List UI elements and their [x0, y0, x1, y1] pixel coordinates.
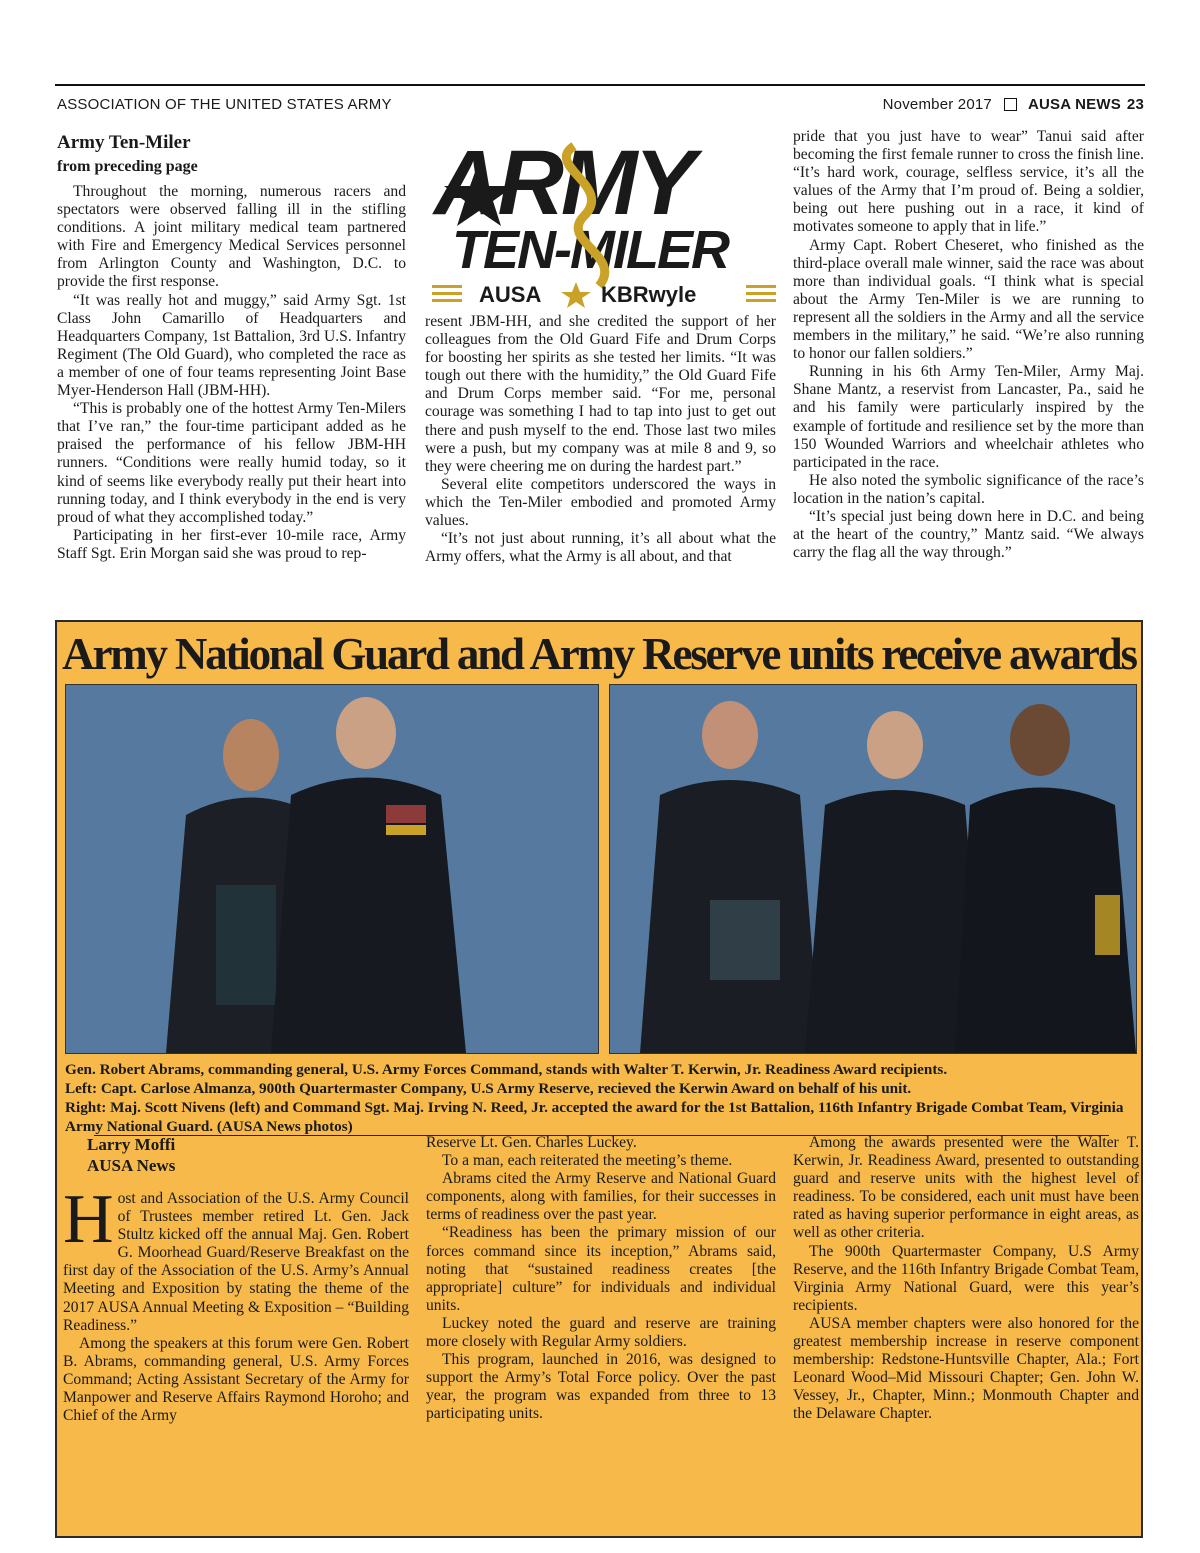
article1-column-3	[793, 128, 1144, 562]
logo-lines-right	[746, 285, 776, 302]
byline-org: AUSA News	[87, 1156, 176, 1175]
paragraph: Reserve Lt. Gen. Charles Luckey.	[426, 1134, 637, 1151]
header-right	[883, 96, 1144, 113]
photo-caption	[65, 1060, 1135, 1136]
paragraph: pride that you just have to wear” Tanui said after becoming the first female runner to cross the finish line. “It’s hard work, courage, selfless service, it’s all the values of the Army that I’m proud of. Being a soldier, being out here pushing out in a race, it kind of motivates someone to apply that in life.”	[793, 128, 1144, 236]
checkbox-icon	[1004, 98, 1017, 111]
paragraph: Participating in her first-ever 10-mile race, Army Staff Sgt. Erin Morgan said she was proud to rep-	[57, 526, 406, 562]
paragraph: Luckey noted the guard and reserve are training more closely with Regular Army soldiers.	[426, 1314, 776, 1351]
awards-box	[55, 620, 1143, 1538]
paragraph: “It’s not just about running, it’s all about what the Army offers, what the Army is all about, and that	[425, 530, 776, 566]
awards-column-3	[793, 1134, 1139, 1424]
paragraph: “It was really hot and muggy,” said Army Sgt. 1st Class John Camarillo of Headquarters and Headquarters Company, 1st Battalion, 3rd U.S. Infantry Regiment (The Old Guard), who completed the race as a member of one of four teams representing Joint Base Myer-Henderson Hall (JBM-HH).	[57, 291, 406, 400]
drop-cap: H	[63, 1181, 114, 1258]
photo-left	[65, 684, 599, 1054]
paragraph: To a man, each reiterated the meeting’s theme.	[442, 1152, 733, 1170]
awards-column-1	[63, 1134, 409, 1425]
paragraph: Running in his 6th Army Ten-Miler, Army Maj. Shane Mantz, a reservist from Lancaster, Pa., said he and his family were particularly inspired by the example of fortitude and resilience set by the more than 150 Wounded Warriors and wheelchair athletes who participated in the race.	[793, 363, 1144, 471]
paragraph: The 900th Quartermaster Company, U.S Army Reserve, and the 116th Infantry Brigade Combat Team, Virginia Army National Guard, were this year’s recipients.	[793, 1242, 1139, 1314]
logo-ten-miler: TEN-MILER	[452, 220, 728, 280]
paragraph: Army Capt. Robert Cheseret, who finished as the third-place overall male winner, said the race was about more than individual goals. “I think what is special about the Army Ten-Miler is we are running to represent all the soldiers in the Army and all the service members in the military,” he said. “We’re also running to honor our fallen soldiers.”	[793, 236, 1144, 363]
paragraph: Among the speakers at this forum were Gen. Robert B. Abrams, commanding general, U.S. Army Forces Command; Acting Assistant Secretary of the Army for Manpower and Reserve Affairs Raymond Horoho; and Chief of the Army	[63, 1334, 409, 1425]
header-date: November 2017	[882, 96, 992, 113]
header-pub: AUSA NEWS	[1027, 96, 1121, 113]
paragraph: “It’s special just being down here in D.C. and being at the heart of the country,” Mantz said. “We always carry the flag all the way through.”	[793, 507, 1144, 562]
header-org: ASSOCIATION OF THE UNITED STATES ARMY	[57, 96, 392, 113]
header-rule	[55, 84, 1145, 86]
article1-subhead: from preceding page	[57, 158, 198, 175]
header-page-number: 23	[1126, 96, 1144, 113]
article1-column-1	[57, 132, 406, 563]
paragraph: This program, launched in 2016, was designed to support the Army’s Total Force policy. Over the past year, the program was expanded from three to 13 participating units.	[426, 1351, 776, 1423]
star-icon	[561, 282, 591, 308]
article1-column-2	[425, 313, 776, 566]
logo-sponsor-ausa: AUSA	[479, 282, 542, 307]
logo-sponsor-kbrwyle: KBRwyle	[601, 282, 697, 307]
photo-right	[609, 684, 1137, 1054]
paragraph: He also noted the symbolic significance of the race’s location in the nation’s capital.	[793, 471, 1144, 507]
paragraph: Throughout the morning, numerous racers and spectators were observed falling ill in the stifling conditions. A joint military medical team partnered with Fire and Emergency Medical Services personnel from Arlington County and Washington, D.C. to provide the first response.	[57, 183, 406, 291]
logo-lines-left	[432, 285, 462, 302]
paragraph: Abrams cited the Army Reserve and National Guard components, along with families, for their successes in terms of readiness over the past year.	[426, 1170, 776, 1224]
logo-army: ARMY	[434, 132, 693, 234]
paragraph: ost and Association of the U.S. Army Council of Trustees member retired Lt. Gen. Jack Stultz kicked off the annual Maj. Gen. Robert G. Moorhead Guard/Reserve Breakfast on the first day of the Association of the U.S. Army’s Annual Meeting and Exposition by stating the theme of the 2017 AUSA Annual Meeting & Exposition – “Building Readiness.”	[63, 1190, 409, 1334]
paragraph: AUSA member chapters were also honored for the greatest membership increase in reserve component membership: Redstone-Huntsville Chapter, Ala.; Fort Leonard Wood–Mid Missouri Chapter; Gen. John W. Vessey, Jr., Chapter, Minn.; Monmouth Chapter and the Delaware Chapter.	[793, 1314, 1139, 1423]
caption-line: Right: Maj. Scott Nivens (left) and Command Sgt. Maj. Irving N. Reed, Jr. accepted the award for the 1st Battalion, 116th Infantry Brigade Combat Team, Virginia Army National Guard. (AUSA News photos)	[65, 1099, 1124, 1135]
byline-name: Larry Moffi	[87, 1135, 176, 1154]
awards-column-2	[426, 1134, 776, 1424]
awards-headline: Army National Guard and Army Reserve units receive awards	[62, 629, 1136, 679]
paragraph: “Readiness has been the primary mission of our forces command since its inception,” Abrams said, noting that “sustained readiness creates [the appropriate] culture” for individuals and individual units.	[426, 1224, 776, 1314]
caption-line: Gen. Robert Abrams, commanding general, U.S. Army Forces Command, stands with Walter T. Kerwin, Jr. Readiness Award recipients.	[65, 1061, 948, 1078]
caption-line: Left: Capt. Carlose Almanza, 900th Quartermaster Company, U.S Army Reserve, recieved the Kerwin Award on behalf of his unit.	[65, 1080, 912, 1097]
paragraph: “This is probably one of the hottest Army Ten-Milers that I’ve ran,” the four-time participant added as he praised the performance of his fellow JBM-HH runners. “Conditions were really humid today, so it kind of seems like everybody really put their heart into running today, and I think everybody in the end is very proud of what they accomplished today.”	[57, 400, 406, 526]
paragraph: resent JBM-HH, and she credited the support of her colleagues from the Old Guard Fife and Drum Corps for boosting her spirits as she tested her limits. “It was tough out there with the humidity,” the Old Guard Fife and Drum Corps member said. “For me, personal courage was something I had to tap into just to get out there and push myself to the end. Those last two miles were a push, but my company was at mile 8 and 9, so they were cheering me on during the hardest part.”	[425, 313, 776, 475]
article1-headline: Army Ten-Miler	[57, 132, 191, 153]
army-ten-miler-logo	[424, 126, 786, 314]
paragraph: Several elite competitors underscored the ways in which the Ten-Miler embodied and promoted Army values.	[425, 475, 776, 530]
lead-paragraph	[63, 1181, 409, 1335]
paragraph: Among the awards presented were the Walter T. Kerwin, Jr. Readiness Award, presented to outstanding guard and reserve units with the highest level of readiness. To be considered, each unit must have been rated as having superior performance in eight areas, as well as other criteria.	[793, 1134, 1139, 1242]
